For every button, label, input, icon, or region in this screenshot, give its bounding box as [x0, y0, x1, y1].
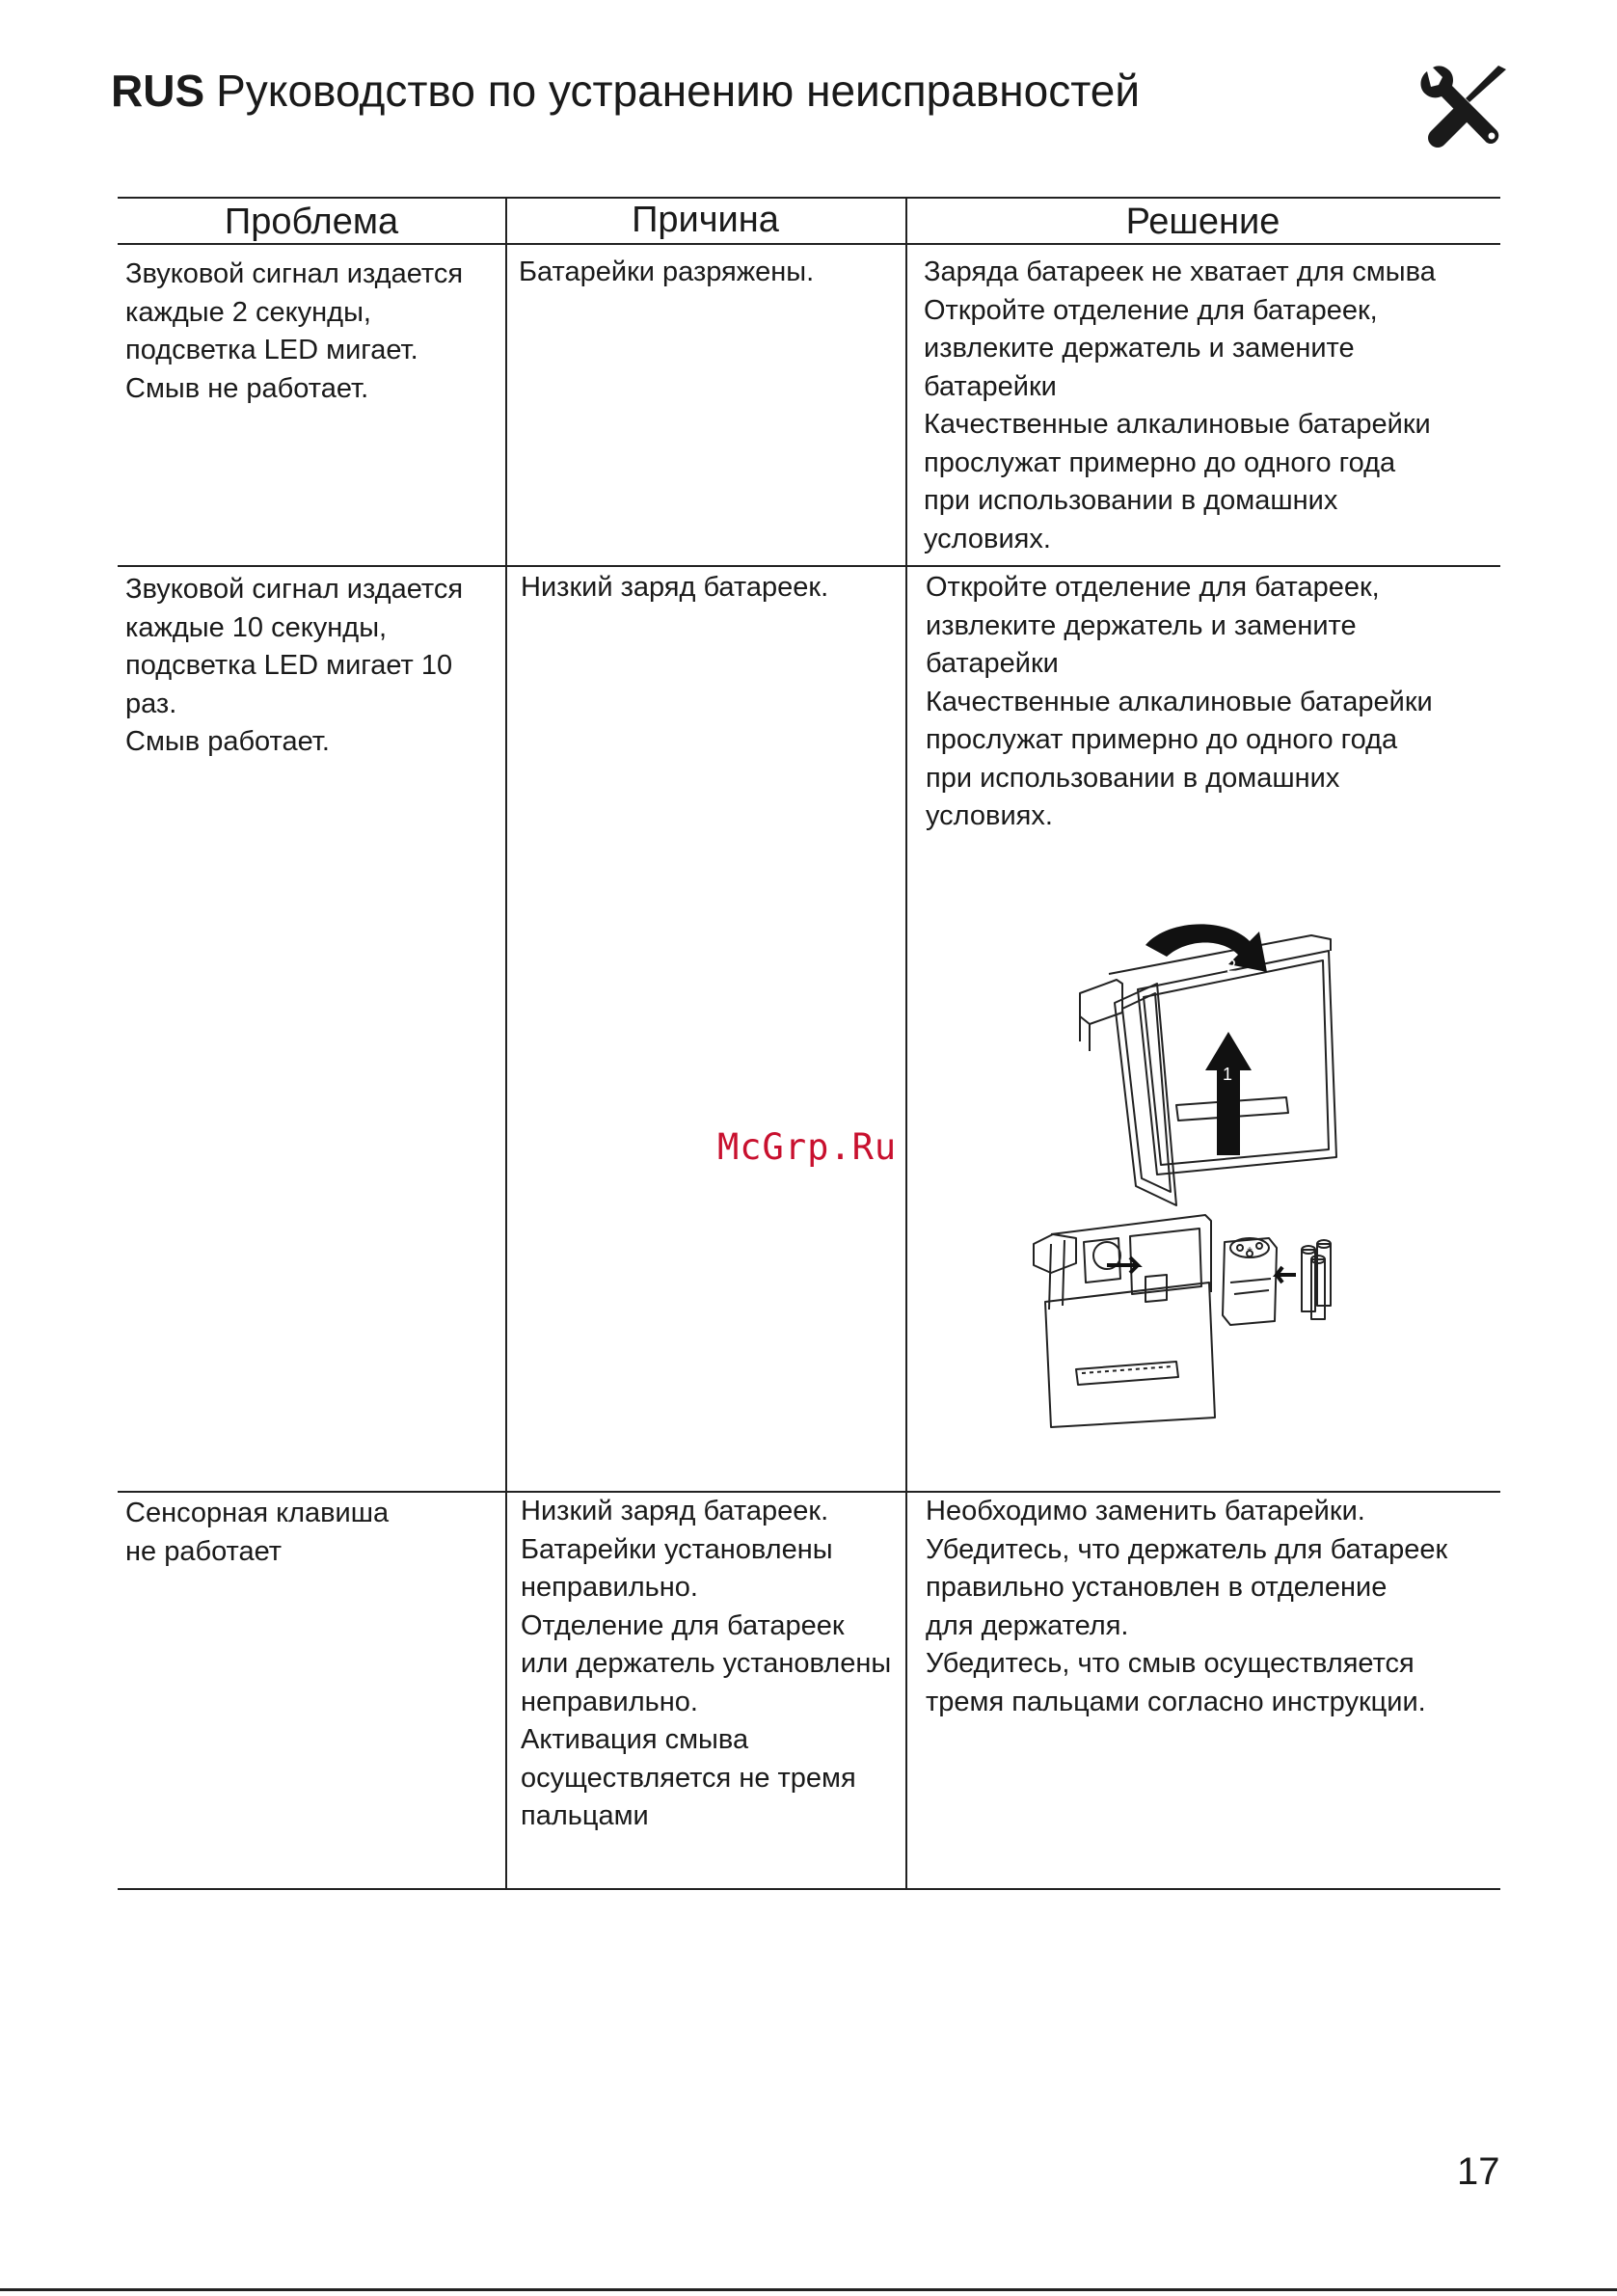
column-header-problem: Проблема: [224, 202, 399, 242]
text-line: пальцами: [521, 1800, 649, 1831]
text-line: или держатель установлены: [521, 1648, 892, 1679]
page-title: [111, 64, 1140, 118]
text-line: подсветка LED мигает.: [125, 335, 418, 365]
column-divider: [505, 197, 507, 1888]
text-line: для держателя.: [926, 1609, 1129, 1641]
problem-cell: [125, 1495, 389, 1571]
solution-cell: [926, 1493, 1447, 1721]
insert-arrow-icon: [1107, 1257, 1138, 1273]
solution-cell: [924, 254, 1436, 558]
text-line: неправильно.: [521, 1686, 698, 1717]
text-line: при использовании в домашних: [926, 762, 1340, 794]
text-line: батарейки: [924, 370, 1057, 402]
page-number: 17: [1457, 2150, 1500, 2193]
cause-cell: [521, 569, 828, 608]
text-line: Заряда батареек не хватает для смыва: [924, 257, 1436, 287]
text-line: Батарейки разряжены.: [519, 257, 815, 287]
text-line: Батарейки установлены: [521, 1533, 833, 1565]
text-line: прослужат примерно до одного года: [926, 724, 1398, 755]
column-divider: [905, 197, 907, 1888]
text-line: осуществляется не тремя: [521, 1762, 856, 1794]
text-line: Активация смыва: [521, 1724, 749, 1755]
text-line: прослужат примерно до одного года: [924, 446, 1396, 478]
text-line: Сенсорная клавиша: [125, 1498, 390, 1528]
column-header-solution: Решение: [1125, 202, 1280, 242]
text-line: батарейки: [926, 648, 1059, 679]
step-1-label: 1: [1223, 1065, 1233, 1084]
text-line: условиях.: [926, 800, 1053, 831]
text-line: Звуковой сигнал издается: [125, 574, 464, 605]
solution-cell: [926, 569, 1433, 836]
battery-polarity-label: +: [1247, 1245, 1253, 1256]
text-line: правильно установлен в отделение: [926, 1572, 1388, 1603]
column-header-cause: Причина: [632, 200, 779, 240]
text-line: каждые 2 секунды,: [125, 296, 371, 328]
page-bottom-rule: [0, 2288, 1617, 2291]
text-line: Откройте отделение для батареек,: [924, 294, 1378, 326]
text-line: Смыв не работает.: [125, 372, 369, 404]
text-line: извлеките держатель и замените: [924, 333, 1355, 364]
text-line: каждые 10 секунды,: [125, 611, 388, 643]
text-line: при использовании в домашних: [924, 485, 1338, 516]
table-bottom-rule: [118, 1888, 1500, 1890]
problem-cell: [125, 571, 463, 762]
cause-cell: [519, 254, 814, 292]
text-line: подсветка LED мигает 10: [125, 650, 453, 681]
text-line: Звуковой сигнал издается: [125, 258, 464, 289]
battery-replacement-illustration: [1022, 916, 1388, 1437]
text-line: условиях.: [924, 523, 1051, 554]
text-line: Качественные алкалиновые батарейки: [924, 409, 1431, 440]
rotate-arrow-icon: [1145, 924, 1267, 972]
wrench-screwdriver-icon: [1415, 64, 1512, 160]
text-line: Убедитесь, что держатель для батареек: [926, 1533, 1448, 1565]
up-arrow-icon: [1205, 1032, 1252, 1155]
language-code: RUS: [111, 66, 205, 116]
problem-cell: [125, 256, 463, 408]
text-line: извлеките держатель и замените: [926, 609, 1357, 641]
text-line: Отделение для батареек: [521, 1609, 845, 1641]
text-line: Необходимо заменить батарейки.: [926, 1496, 1365, 1526]
text-line: тремя пальцами согласно инструкции.: [926, 1686, 1426, 1717]
text-line: Низкий заряд батареек.: [521, 1496, 829, 1526]
insert-arrow-icon: [1277, 1267, 1296, 1283]
text-line: Откройте отделение для батареек,: [926, 572, 1380, 603]
row-divider: [118, 565, 1500, 567]
text-line: Смыв работает.: [125, 726, 330, 757]
text-line: Низкий заряд батареек.: [521, 572, 829, 603]
text-line: раз.: [125, 688, 177, 719]
header-bottom-rule: [118, 243, 1500, 245]
text-line: неправильно.: [521, 1572, 698, 1603]
text-line: Убедитесь, что смыв осуществляется: [926, 1648, 1415, 1679]
text-line: не работает: [125, 1535, 283, 1567]
watermark: McGrp.Ru: [717, 1126, 898, 1168]
cause-cell: [521, 1493, 891, 1836]
text-line: Качественные алкалиновые батарейки: [926, 686, 1433, 717]
title-text: Руководство по устранению неисправностей: [216, 66, 1141, 116]
step-2-label: 2: [1226, 957, 1237, 976]
